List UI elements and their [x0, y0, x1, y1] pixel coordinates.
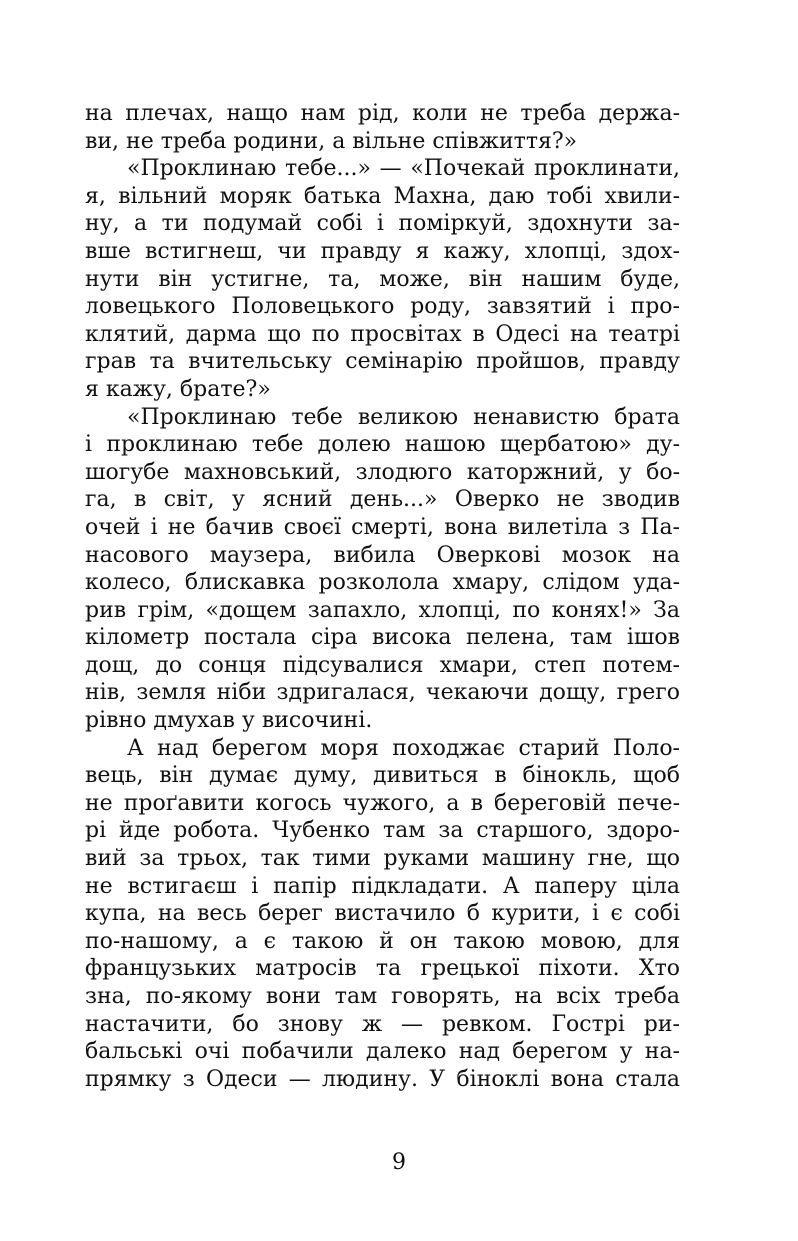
- text-line: га, в світ, у ясний день...» Оверко не зводив: [85, 487, 680, 513]
- text-line: шогубе махновський, злодюго каторжний, у бо-: [85, 459, 680, 485]
- text-line: А над берегом моря походжає старий Поло-: [127, 735, 680, 761]
- text-line: вше встигнеш, чи правду я кажу, хлопці, здох-: [85, 238, 680, 264]
- text-line: рив грім, «дощем запахло, хлопці, по конях!» За: [85, 597, 680, 623]
- text-line: по-нашому, а є такою й он такою мовою, для: [85, 928, 680, 954]
- text-line: насового маузера, вибила Оверкові мозок на: [85, 542, 680, 568]
- text-line: вець, він думає думу, дивиться в бінокль, щоб: [85, 763, 680, 789]
- text-line: зна, по-якому вони там говорять, на всіх треба: [85, 984, 680, 1009]
- page-body-text: [85, 100, 680, 1093]
- text-line: французьких матросів та грецької піхоти. Хто: [85, 956, 680, 982]
- text-line: вий за трьох, так тими руками машину гне, що: [85, 846, 680, 872]
- text-line: клятий, дарма що по просвітах в Одесі на театрі: [85, 321, 680, 347]
- text-line: на плечах, нащо нам рід, коли не треба держа-: [85, 101, 680, 126]
- page-number: 9: [392, 1150, 406, 1175]
- text-line: «Проклинаю тебе великою ненавистю брата: [127, 404, 680, 430]
- text-line: не проґавити когось чужого, а в береговій пече-: [85, 790, 680, 816]
- text-line: бальські очі побачили далеко над берегом у на-: [85, 1039, 680, 1065]
- text-line: грав та вчительську семінарію пройшов, правду: [85, 349, 680, 375]
- text-line: кілометр постала сіра висока пелена, там ішов: [85, 625, 680, 651]
- text-line: ви, не треба родини, а вільне співжиття?»: [85, 128, 578, 154]
- text-line: прямку з Одеси — людину. У біноклі вона стала: [85, 1066, 680, 1092]
- text-line: рівно дмухав у височині.: [85, 708, 373, 734]
- text-line: рі йде робота. Чубенко там за старшого, здоро-: [85, 818, 680, 844]
- text-line: нів, земля ніби здригалася, чекаючи дощу, грего: [85, 680, 680, 706]
- text-line: я кажу, брате?»: [85, 376, 271, 402]
- text-line: колесо, блискавка розколола хмару, слідом уда-: [85, 570, 680, 596]
- text-line: «Проклинаю тебе...» — «Почекай проклинати,: [127, 156, 680, 182]
- text-line: купа, на весь берег вистачило б курити, і є собі: [85, 901, 680, 927]
- text-line: дощ, до сонця підсувалися хмари, степ потем-: [85, 652, 680, 678]
- text-line: і проклинаю тебе долею нашою щербатою» ду-: [85, 432, 680, 458]
- text-line: ну, а ти подумай собі і поміркуй, здохнути за-: [85, 211, 680, 237]
- text-line: нути він устигне, та, може, він нашим буде,: [85, 266, 680, 292]
- text-line: я, вільний моряк батька Махна, даю тобі хвили-: [85, 183, 680, 209]
- text-line: не встигаєш і папір підкладати. А паперу ціла: [85, 873, 680, 899]
- text-line: настачити, бо знову ж — ревком. Гострі ри-: [85, 1011, 680, 1037]
- text-line: очей і не бачив своєї смерті, вона вилетіла з Па-: [85, 514, 680, 540]
- text-line: ловецького Половецького роду, завзятий і про-: [85, 294, 680, 320]
